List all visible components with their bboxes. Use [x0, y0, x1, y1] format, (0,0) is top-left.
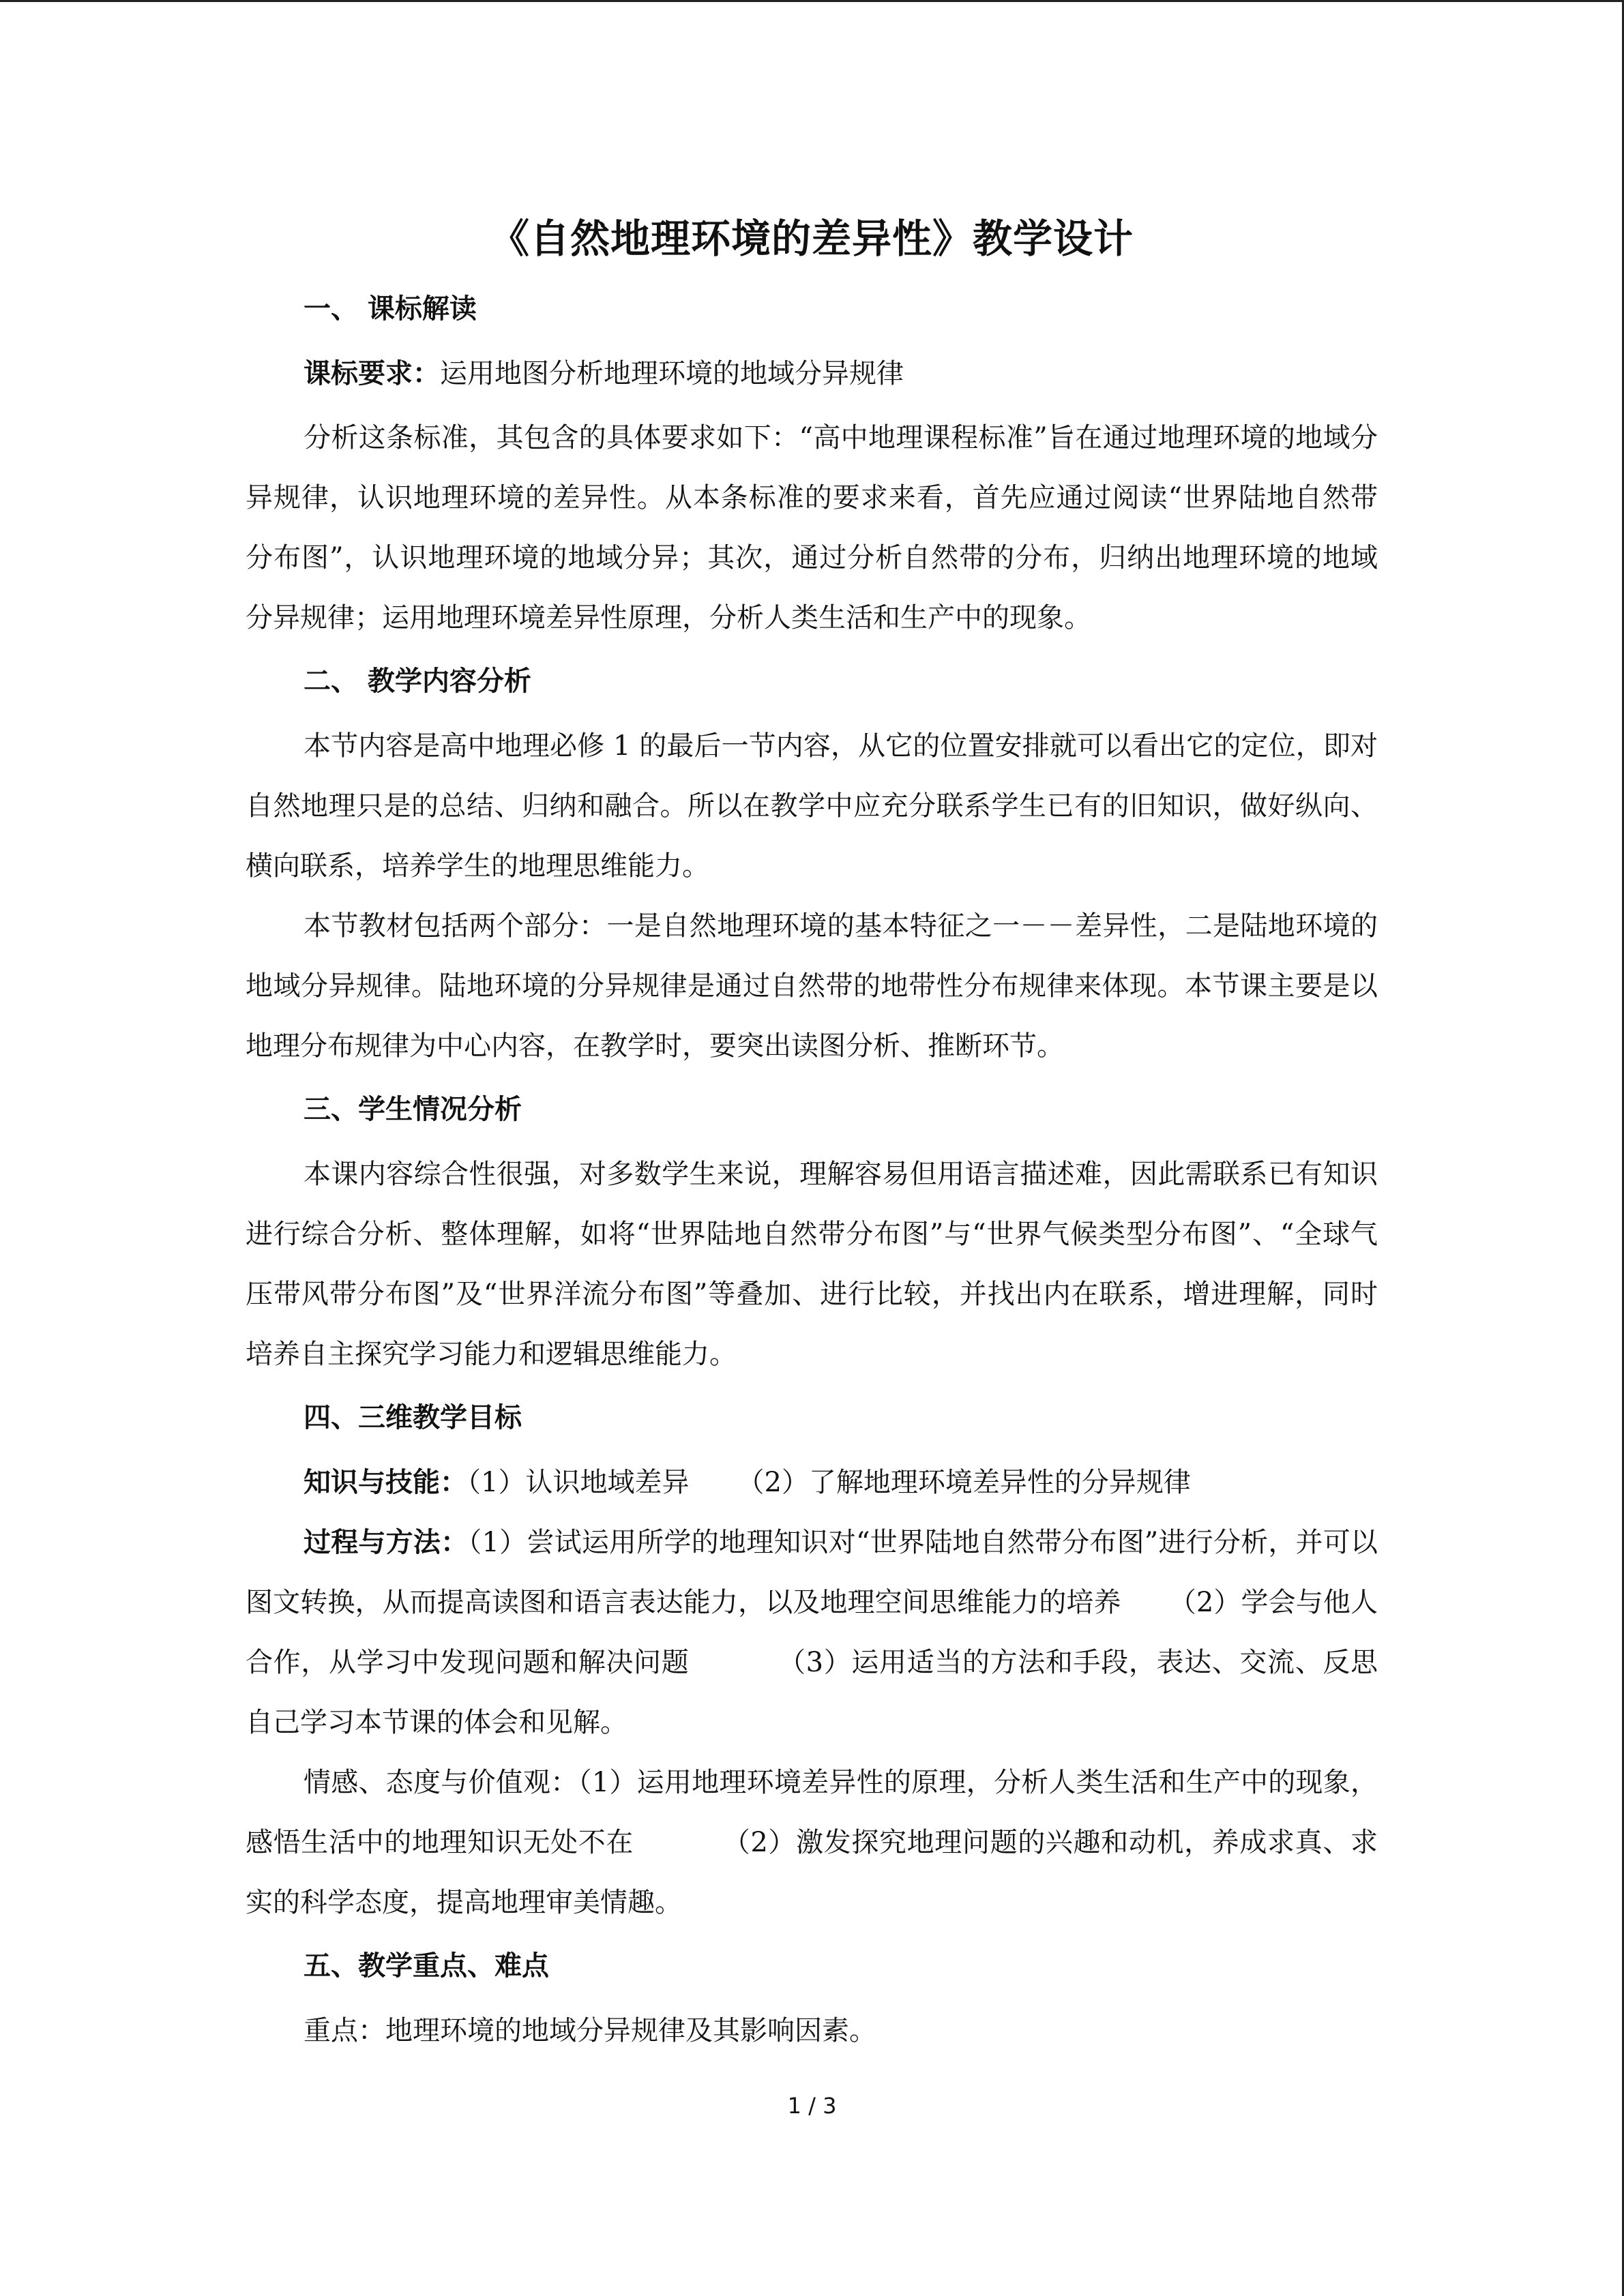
objective-process-item-3: （3）运用适当的方法和手段，表达、交流、反思自己学习本节课的体会和见解。: [246, 1647, 1378, 1738]
key-point-label: 重点：: [304, 2015, 385, 2046]
student-analysis-paragraph: 本课内容综合性很强，对多数学生来说，理解容易但用语言描述难，因此需联系已有知识进行综合分析、整体理解，如将“世界陆地自然带分布图”与“世界气候类型分布图”、“全球气压带风带分布图”及“世界洋流分布图”等叠加、进行比较，并找出内在联系，增进理解，同时培养自主探究学习能力和逻辑思维能力。: [246, 1159, 1378, 1370]
objective-process-label: 过程与方法：: [304, 1527, 469, 1558]
objective-knowledge-label: 知识与技能：: [304, 1467, 467, 1498]
objective-knowledge: [246, 1452, 1378, 1512]
objective-process-item-1: （1）尝试运用所学的地理知识对“世界陆地自然带分布图”进行分析，并可以图文转换，从而提高读图和语言表达能力，以及地理空间思维能力的培养: [246, 1527, 1378, 1618]
key-point-text: 地理环境的地域分异规律及其影响因素。: [385, 2015, 876, 2046]
document-body: [246, 211, 1378, 2061]
section-heading-objectives: 四、三维教学目标: [304, 1402, 522, 1433]
objective-process-item-2: （2）学会与他人合作，从学习中发现问题和解决问题: [246, 1587, 1378, 1678]
key-point: [246, 2001, 1378, 2061]
section-heading-key-points: 五、教学重点、难点: [304, 1950, 549, 1982]
objective-emotion-label: 情感、态度与价值观：: [304, 1767, 578, 1798]
objective-emotion-item-1: （1）运用地理环境差异性的原理，分析人类生活和生产中的现象，感悟生活中的地理知识无处不在: [246, 1767, 1378, 1858]
standard-analysis-paragraph: 分析这条标准，其包含的具体要求如下：“高中地理课程标准”旨在通过地理环境的地域分异规律，认识地理环境的差异性。从本条标准的要求来看，首先应通过阅读“世界陆地自然带分布图”，认识地理环境的地域分异；其次，通过分析自然带的分布，归纳出地理环境的地域分异规律；运用地理环境差异性原理，分析人类生活和生产中的现象。: [246, 422, 1378, 633]
standard-requirement: [246, 344, 1378, 404]
objective-process: [246, 1512, 1378, 1753]
content-analysis-paragraph-1: 本节内容是高中地理必修 1 的最后一节内容，从它的位置安排就可以看出它的定位，即对自然地理只是的总结、归纳和融合。所以在教学中应充分联系学生已有的旧知识，做好纵向、横向联系，培养学生的地理思维能力。: [246, 730, 1378, 882]
page-number: 1 / 3: [787, 2093, 837, 2119]
section-heading-standards: 一、 课标解读: [304, 293, 477, 325]
section-heading-content-analysis: 二、 教学内容分析: [304, 666, 531, 697]
objective-knowledge-item-2: （2）了解地理环境差异性的分异规律: [737, 1467, 1191, 1498]
content-analysis-paragraph-2: 本节教材包括两个部分：一是自然地理环境的基本特征之一－－差异性，二是陆地环境的地域分异规律。陆地环境的分异规律是通过自然带的地带性分布规律来体现。本节课主要是以地理分布规律为中心内容，在教学时，要突出读图分析、推断环节。: [246, 910, 1378, 1062]
standard-requirement-label: 课标要求：: [304, 358, 440, 389]
standard-requirement-text: 运用地图分析地理环境的地域分异规律: [440, 358, 904, 389]
document-title: 《自然地理环境的差异性》教学设计: [489, 215, 1134, 262]
objective-emotion: [246, 1753, 1378, 1933]
objective-knowledge-item-1: （1）认识地域差异: [467, 1467, 690, 1498]
section-heading-student-analysis: 三、学生情况分析: [304, 1094, 522, 1125]
objective-emotion-item-2: （2）激发探究地理问题的兴趣和动机，养成求真、求实的科学态度，提高地理审美情趣。: [246, 1827, 1378, 1918]
